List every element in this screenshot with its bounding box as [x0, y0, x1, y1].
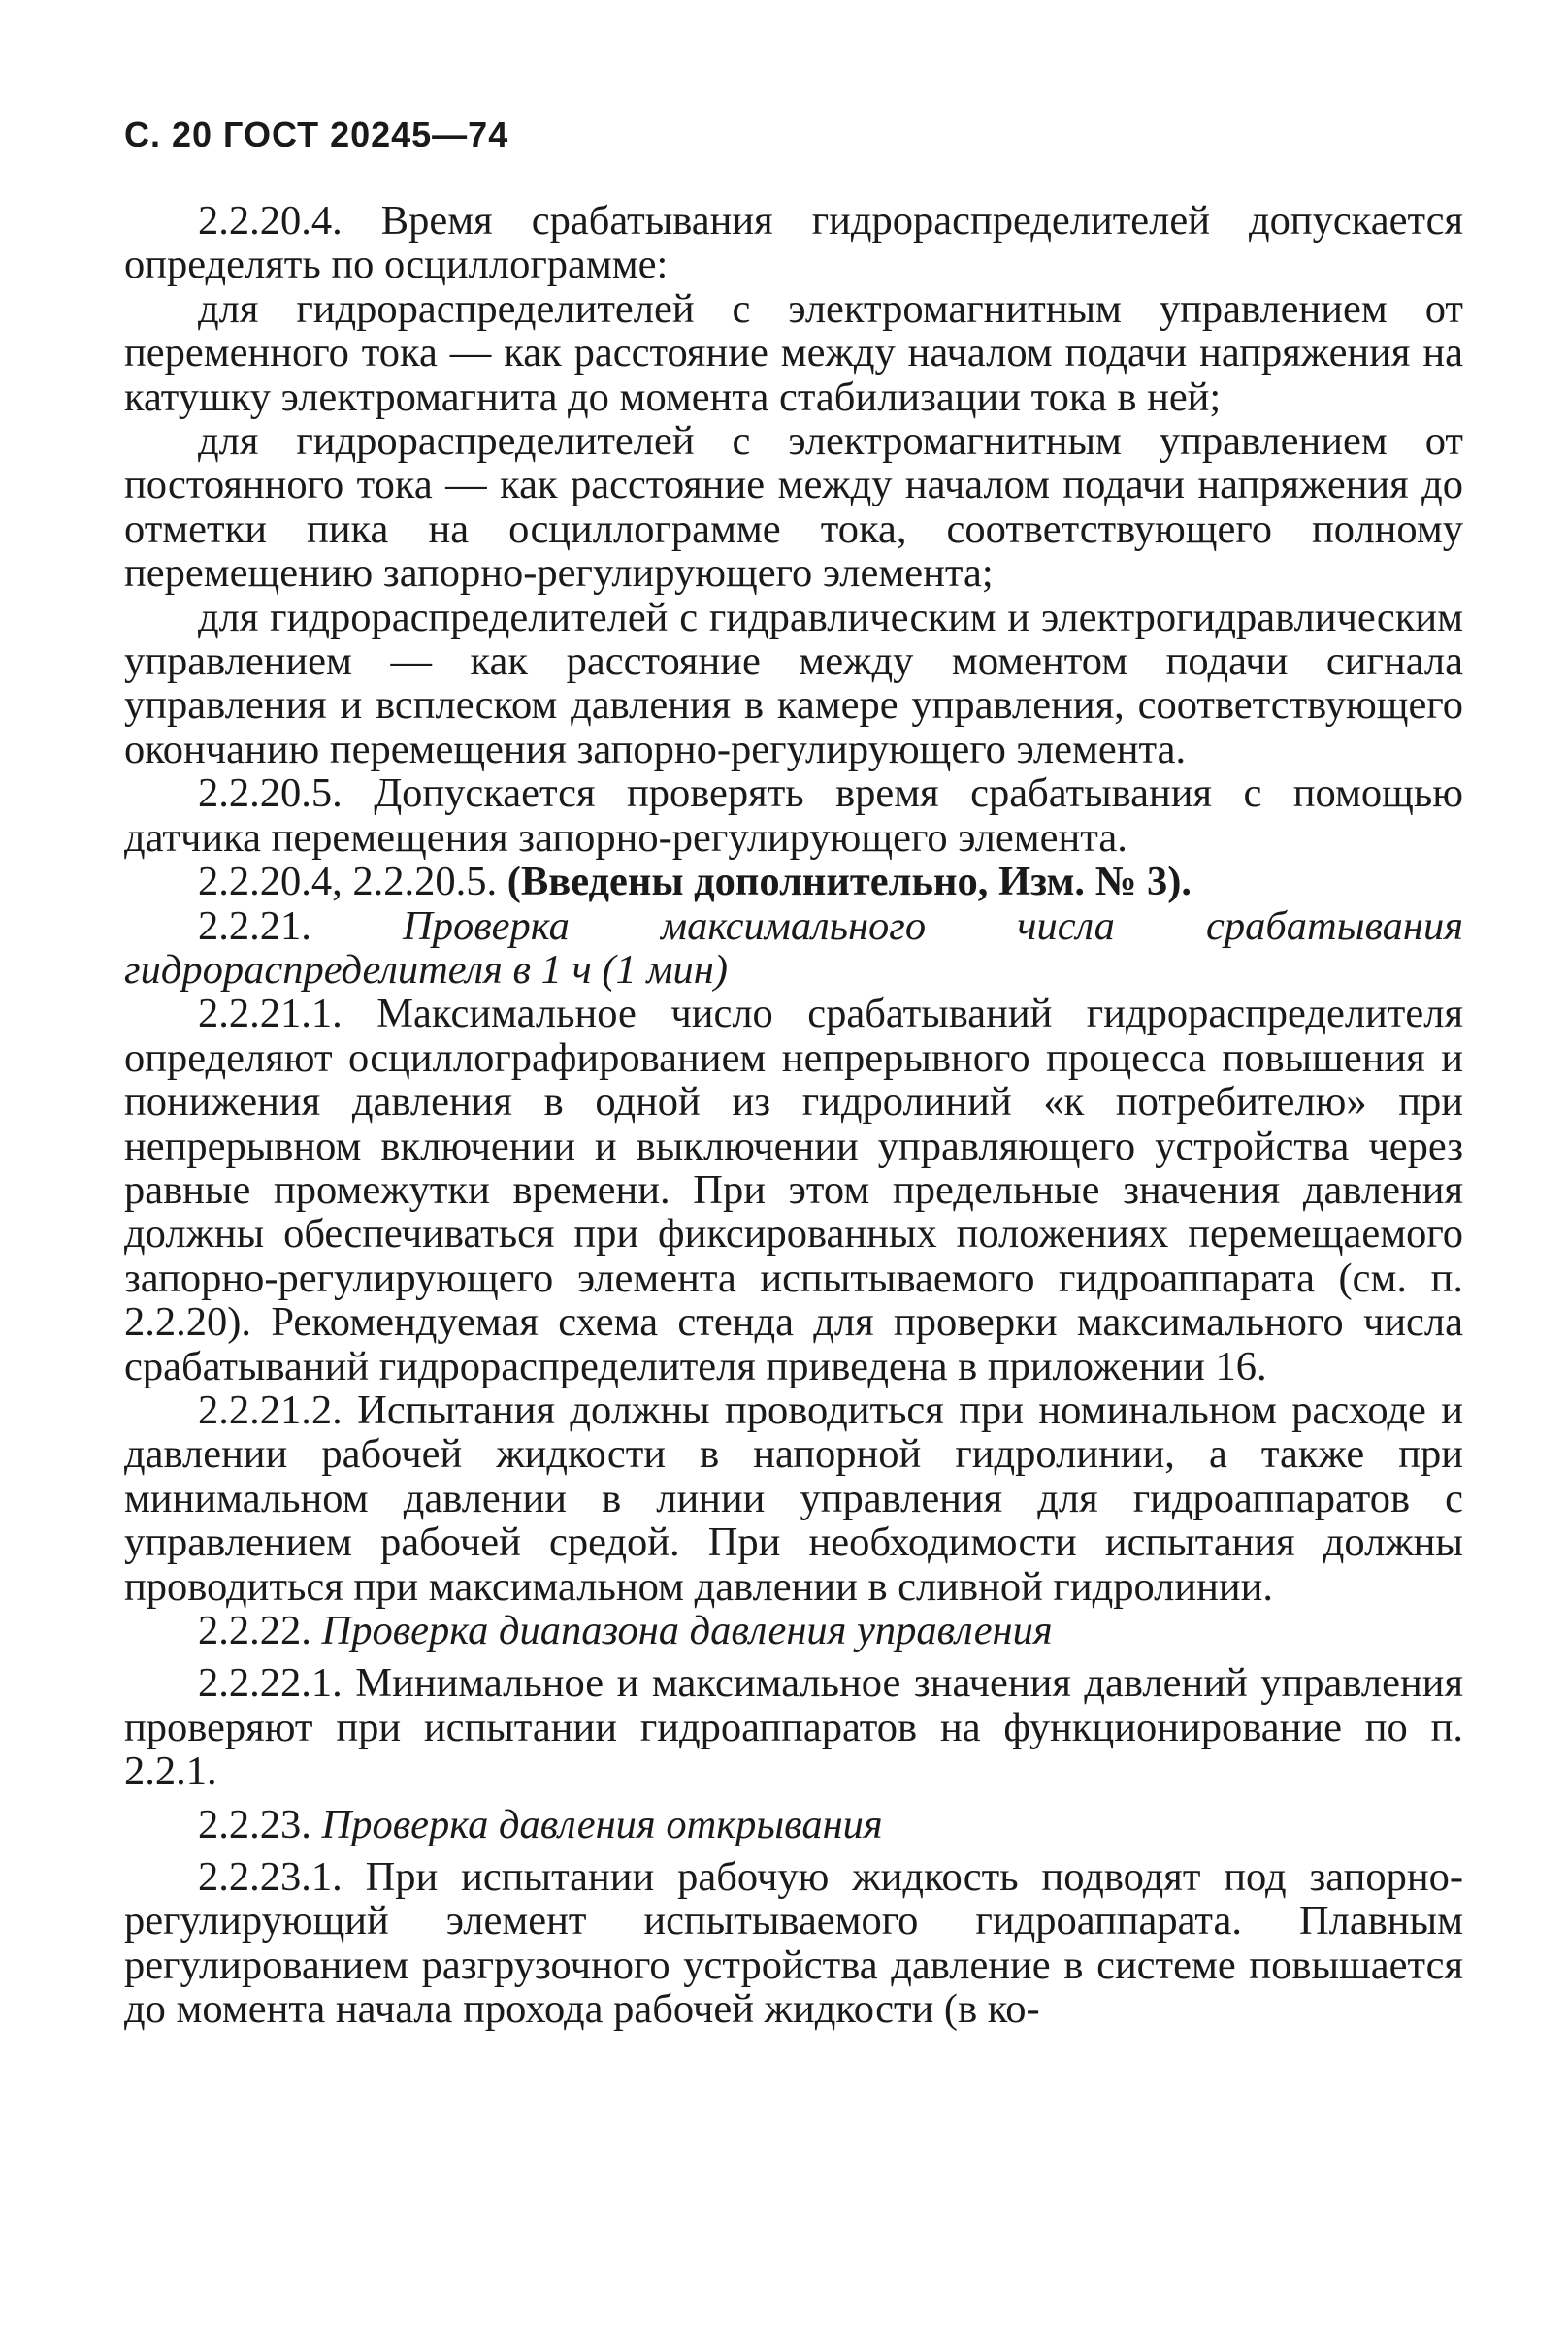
running-header: С. 20 ГОСТ 20245—74 [124, 114, 509, 154]
section-number: 2.2.22. [198, 1608, 311, 1653]
paragraph-2-2-20-4: 2.2.20.4. Время срабатывания гидрораспределителей допускается определять по осциллограмме: [124, 198, 1463, 288]
section-heading-2-2-23 [124, 1803, 1463, 1846]
amendment-clauses: 2.2.20.4, 2.2.20.5. [198, 859, 498, 905]
amendment-note [124, 860, 1463, 903]
paragraph-ac-current: для гидрораспределителей с электромагнитным управлением от переменного тока — как расстояние между началом подачи напряжения на катушку электромагнита до момента стабилизации тока в ней; [124, 285, 1463, 420]
paragraph-2-2-23-1: 2.2.23.1. При испытании рабочую жидкость подводят под запорно-регулирующий элемент испытываемого гидроаппарата. Плавным регулированием разгрузочного устройства давление в системе повышается до момента начала прохода рабочей жидкости (в ко- [124, 1854, 1463, 2033]
paragraph-2-2-20-5: 2.2.20.5. Допускается проверять время срабатывания с помощью датчика перемещения запорно-регулирующего элемента. [124, 770, 1463, 861]
paragraph-hydraulic-control: для гидрораспределителей с гидравлическим и электрогидравлическим управлением — как расстояние между моментом подачи сигнала управления и всплеском давления в камере управления, соответствующего окончанию перемещения запорно-регулирующего элемента. [124, 594, 1463, 772]
paragraph-2-2-21-1: 2.2.21.1. Максимальное число срабатываний гидрораспределителя определяют осциллографированием непрерывного процесса повышения и понижения давления в одной из гидролиний «к потребителю» при непрерывном включении и выключении управляющего устройства через равные промежутки времени. При этом предельные значения давления должны обеспечиваться при фиксированных положениях перемещаемого запорно-регулирующего элемента испытываемого гидроаппарата (см. п. 2.2.20). Рекомендуемая схема стенда для проверки максимального числа срабатываний гидрораспределителя приведена в приложении 16. [124, 991, 1463, 1389]
section-title: Проверка давления открывания [321, 1801, 883, 1847]
section-heading-2-2-21 [124, 904, 1463, 993]
document-body [124, 199, 1463, 2032]
amendment-text: (Введены дополнительно, Изм. № 3). [506, 859, 1192, 905]
paragraph-dc-current: для гидрораспределителей с электромагнитным управлением от постоянного тока — как расстояние между началом подачи напряжения до отметки пика на осциллограмме тока, соответствующего полному перемещению запорно-регулирующего элемента; [124, 418, 1463, 597]
section-title: Проверка максимального числа срабатывания гидрораспределителя в 1 ч (1 мин) [124, 902, 1463, 993]
section-title: Проверка диапазона давления управления [321, 1608, 1053, 1653]
section-heading-2-2-22 [124, 1609, 1463, 1652]
paragraph-2-2-21-2: 2.2.21.2. Испытания должны проводиться при номинальном расходе и давлении рабочей жидкости в напорной гидролинии, а также при минимальном давлении в линии управления для гидроаппаратов с управлением рабочей средой. При необходимости испытания должны проводиться при максимальном давлении в сливной гидролинии. [124, 1387, 1463, 1610]
section-number: 2.2.21. [198, 902, 311, 949]
section-number: 2.2.23. [198, 1801, 311, 1847]
paragraph-2-2-22-1: 2.2.22.1. Минимальное и максимальное значения давлений управления проверяют при испытании гидроаппаратов на функционирование по п. 2.2.1. [124, 1660, 1463, 1795]
